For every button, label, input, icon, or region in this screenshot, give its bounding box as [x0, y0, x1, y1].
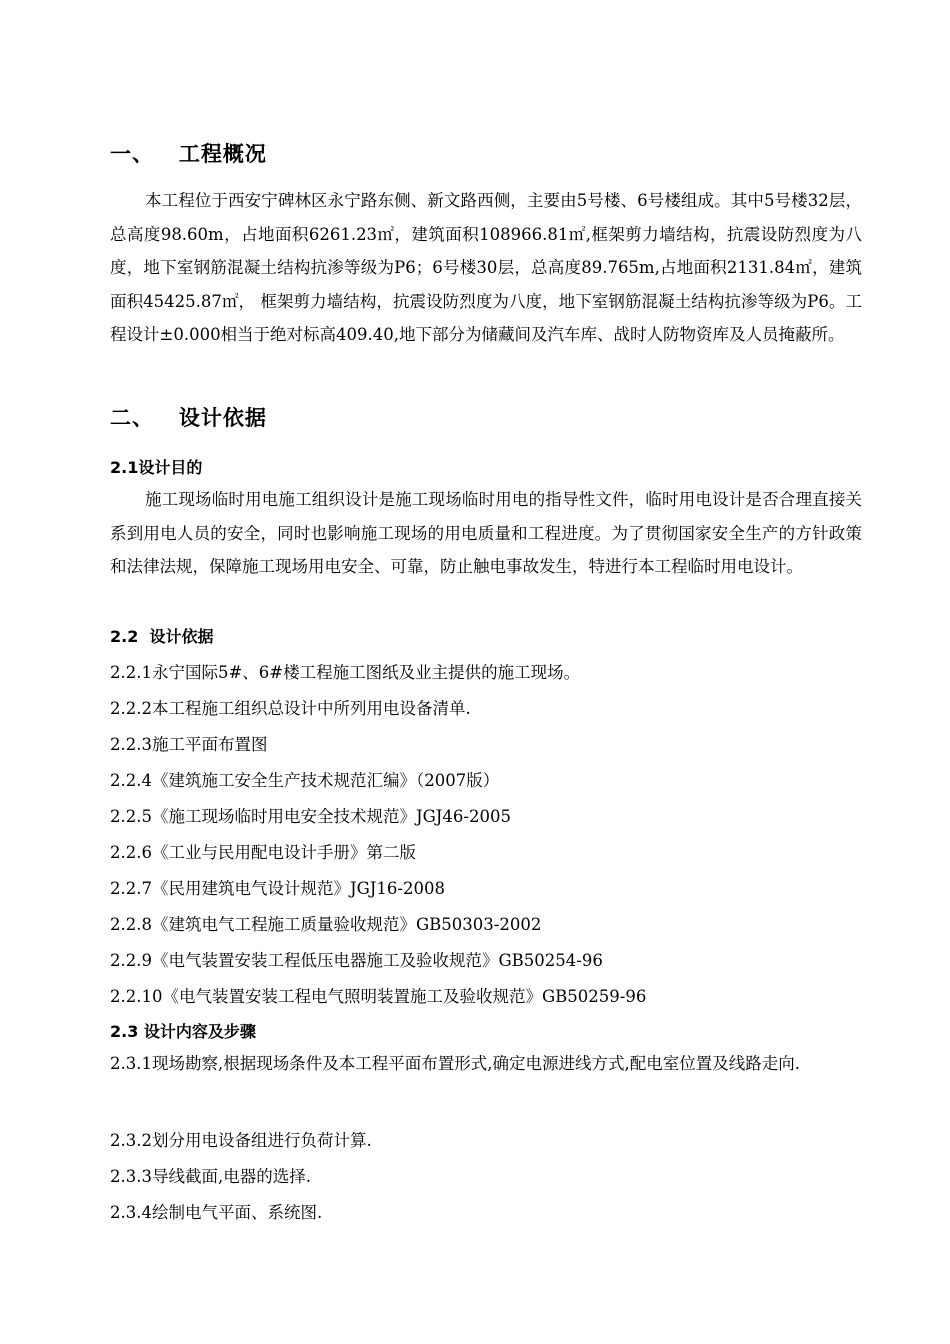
section-1-paragraph: 本工程位于西安宁碑林区永宁路东侧、新文路西侧，主要由5号楼、6号楼组成。其中5号楼32层，总高度98.60m，占地面积6261.23㎡，建筑面积108966.81㎡,框架剪力墙结构，抗震设防烈度为八度，地下室钢筋混凝土结构抗渗等级为P6；6号楼30层，总高度89.765m,占地面积2131.84㎡，建筑面积45425.87㎡， 框架剪力墙结构，抗震设防烈度为八度，地下室钢筋混凝土结构抗渗等级为P6。工程设计±0.000相当于绝对标高409.40,地下部分为储藏间及汽车库、战时人防物资库及人员掩蔽所。 [110, 191, 862, 344]
subsection-2-2-heading: 2.2 设计依据 [110, 627, 214, 646]
reference-item: 2.2.7《民用建筑电气设计规范》JGJ16-2008 [110, 879, 445, 898]
reference-item: 2.2.2本工程施工组织总设计中所列用电设备清单. [110, 699, 471, 718]
subsection-2-1-paragraph: 施工现场临时用电施工组织设计是施工现场临时用电的指导性文件，临时用电设计是否合理直接关系到用电人员的安全，同时也影响施工现场的用电质量和工程进度。为了贯彻国家安全生产的方针政策和法律法规，保障施工现场用电安全、可靠，防止触电事故发生，特进行本工程临时用电设计。 [110, 490, 862, 576]
step-item: 2.3.2划分用电设备组进行负荷计算. [110, 1131, 372, 1150]
subsection-2-3-heading: 2.3 设计内容及步骤 [110, 1022, 256, 1041]
section-2-heading: 二、 设计依据 [110, 406, 267, 430]
section-1-heading: 一、 工程概况 [110, 142, 267, 166]
step-item: 2.3.1现场勘察,根据现场条件及本工程平面布置形式,确定电源进线方式,配电室位置及线路走向. [110, 1054, 800, 1073]
step-item: 2.3.4绘制电气平面、系统图. [110, 1203, 323, 1222]
reference-item: 2.2.8《建筑电气工程施工质量验收规范》GB50303-2002 [110, 915, 542, 934]
subsection-2-1-heading: 2.1设计目的 [110, 458, 203, 477]
reference-item: 2.2.9《电气装置安装工程低压电器施工及验收规范》GB50254-96 [110, 951, 603, 970]
reference-item: 2.2.10《电气装置安装工程电气照明装置施工及验收规范》GB50259-96 [110, 987, 647, 1006]
reference-item: 2.2.3施工平面布置图 [110, 735, 268, 754]
reference-item: 2.2.5《施工现场临时用电安全技术规范》JGJ46-2005 [110, 807, 511, 826]
reference-item: 2.2.1永宁国际5#、6#楼工程施工图纸及业主提供的施工现场。 [110, 663, 581, 682]
reference-item: 2.2.6《工业与民用配电设计手册》第二版 [110, 843, 416, 862]
step-item: 2.3.3导线截面,电器的选择. [110, 1167, 311, 1186]
reference-item: 2.2.4《建筑施工安全生产技术规范汇编》（2007版） [110, 771, 500, 790]
